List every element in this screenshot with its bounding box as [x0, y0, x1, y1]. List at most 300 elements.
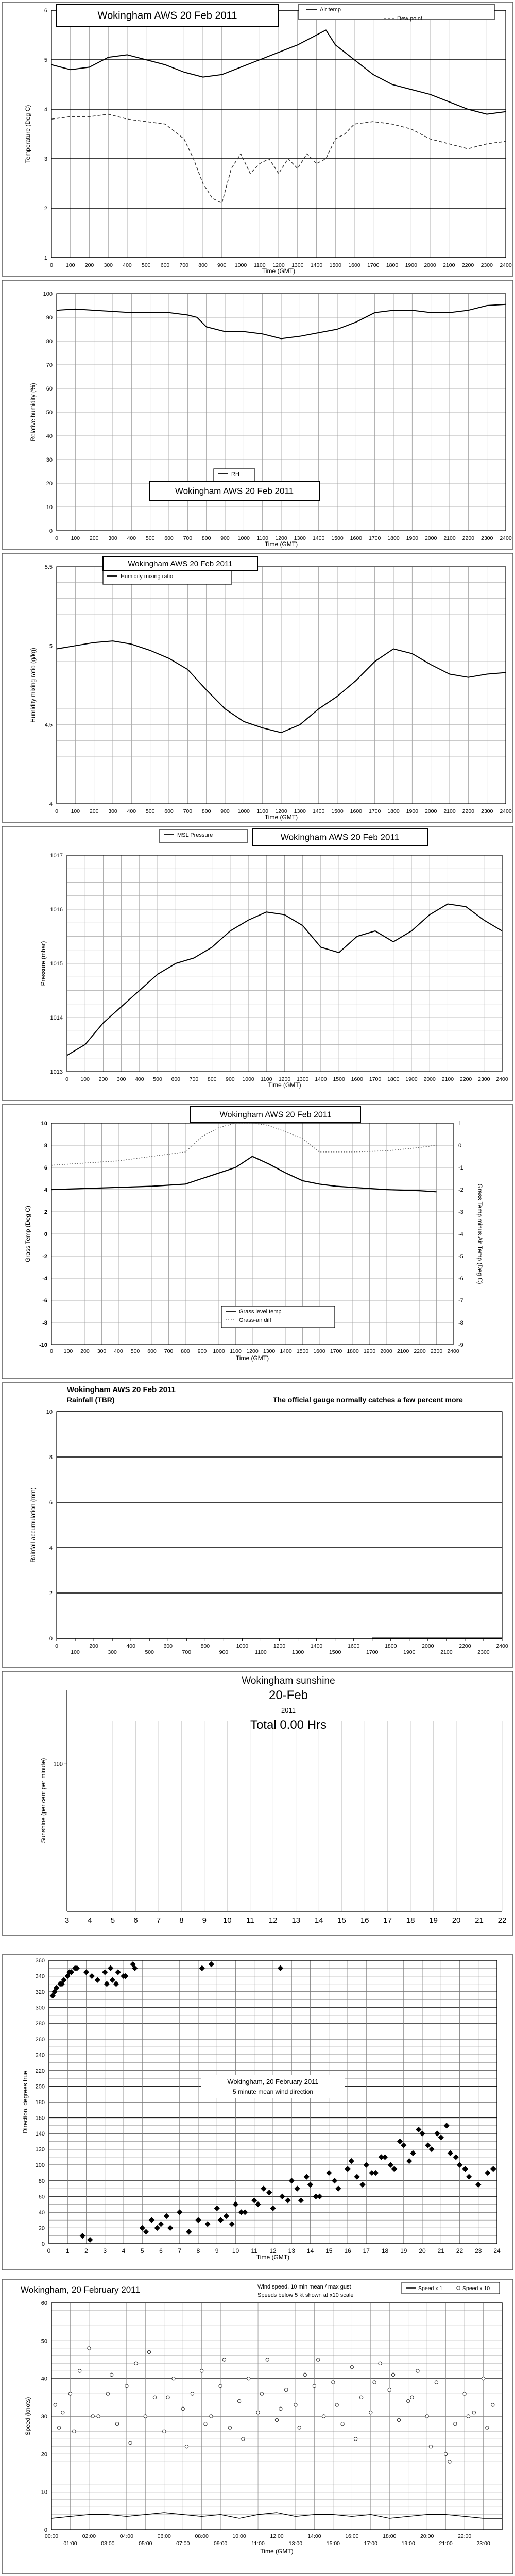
- x-tick-label: 1300: [297, 1076, 309, 1082]
- speed-x10-point: [397, 2418, 400, 2421]
- x-tick-label: 400: [123, 262, 132, 268]
- chart-date-label: 20-Feb: [268, 1688, 308, 1702]
- x-tick-label: 100: [71, 808, 80, 815]
- y-tick-label: 4: [49, 801, 53, 807]
- speed-x10-point: [256, 2411, 260, 2414]
- x-tick-label: 4: [88, 1916, 92, 1925]
- x-tick-label: 2300: [480, 262, 493, 268]
- speed-x10-point: [322, 2415, 325, 2418]
- mixing-ratio-chart: [0, 551, 515, 824]
- x-tick-label: 2100: [441, 1076, 454, 1082]
- x-tick-label: 2000: [422, 1643, 434, 1649]
- x-tick-label: 04:00: [119, 2533, 133, 2539]
- y2-tick-label: -4: [458, 1231, 464, 1238]
- y-tick-label: 6: [44, 1165, 47, 1171]
- speed-x10-point: [416, 2369, 419, 2372]
- x-tick-label: 1100: [260, 1076, 272, 1082]
- y2-tick-label: -2: [458, 1187, 464, 1193]
- x-tick-label: 400: [114, 1348, 123, 1354]
- x-tick-label: 6: [159, 2247, 163, 2255]
- y-tick-label: 0: [41, 2241, 45, 2247]
- x-tick-label: 18: [381, 2247, 389, 2255]
- x-tick-label: 13:00: [288, 2540, 303, 2547]
- y-tick-label: 20: [46, 481, 53, 487]
- x-tick-label: 500: [130, 1348, 140, 1354]
- x-tick-label: 05:00: [139, 2540, 152, 2547]
- chart-panel-grass: [0, 1103, 515, 1381]
- x-tick-label: 1700: [368, 535, 381, 541]
- speed-x10-point: [204, 2422, 207, 2425]
- x-tick-label: 1900: [363, 1348, 376, 1354]
- x-tick-label: 1900: [405, 1076, 418, 1082]
- x-tick-label: 1400: [280, 1348, 292, 1354]
- speed-x10-point: [54, 2403, 57, 2406]
- x-tick-label: 1500: [329, 1649, 341, 1655]
- y-tick-label: 1015: [50, 961, 63, 967]
- speed-x10-point: [181, 2407, 184, 2410]
- x-tick-label: 2300: [430, 1348, 443, 1354]
- speed-x10-point: [73, 2430, 76, 2433]
- x-tick-label: 1100: [253, 262, 266, 268]
- y-tick-label: 240: [35, 2052, 45, 2059]
- chart-title: Wokingham sunshine: [242, 1675, 335, 1686]
- x-tick-label: 17: [383, 1916, 392, 1925]
- x-tick-label: 10: [222, 1916, 232, 1925]
- y-axis-label: Grass Temp (Deg C): [24, 1206, 31, 1262]
- panel-border: [2, 1955, 513, 2270]
- grass-temp-chart: [0, 1103, 515, 1381]
- x-tick-label: 300: [108, 535, 117, 541]
- speed-x10-point: [467, 2415, 470, 2418]
- x-tick-label: 1700: [369, 1076, 382, 1082]
- x-tick-label: 1900: [405, 262, 417, 268]
- x-tick-label: 01:00: [63, 2540, 77, 2547]
- y-tick-label: 50: [46, 410, 53, 416]
- speed-x10-point: [354, 2437, 357, 2441]
- y-tick-label: 10: [46, 1409, 53, 1415]
- panel-border: [2, 2, 513, 276]
- x-tick-label: 400: [126, 1643, 135, 1649]
- y-tick-label: 140: [35, 2131, 45, 2138]
- speed-x10-point: [147, 2350, 150, 2353]
- x-tick-label: 21: [475, 1916, 484, 1925]
- y-tick-label: 6: [44, 8, 47, 14]
- x-tick-label: 5: [140, 2247, 144, 2255]
- x-tick-label: 200: [84, 262, 94, 268]
- x-tick-label: 0: [55, 808, 58, 815]
- x-axis-label: Time (GMT): [262, 267, 296, 275]
- chart-title: Wokingham AWS 20 Feb 2011: [97, 10, 237, 22]
- x-tick-label: 2: [84, 2247, 88, 2255]
- x-tick-label: 1800: [347, 1348, 359, 1354]
- y-tick-label: 5: [49, 643, 53, 650]
- x-tick-label: 200: [89, 808, 99, 815]
- x-tick-label: 700: [183, 535, 193, 541]
- y-tick-label: 1014: [50, 1015, 63, 1021]
- x-tick-label: 0: [55, 535, 58, 541]
- x-tick-label: 1600: [350, 808, 363, 815]
- chart-panel-mixing-ratio: [0, 551, 515, 824]
- speed-x10-point: [266, 2358, 269, 2361]
- chart-note-line-2: Speeds below 5 kt shown at x10 scale: [258, 2292, 354, 2298]
- x-tick-label: 2400: [500, 535, 512, 541]
- chart-panel-temperature: [0, 0, 515, 278]
- speed-x10-point: [373, 2381, 376, 2384]
- speed-x10-point: [242, 2437, 245, 2441]
- speed-x10-point: [110, 2373, 113, 2376]
- x-tick-label: 23: [475, 2247, 482, 2255]
- x-tick-label: 800: [201, 535, 211, 541]
- y2-tick-label: 0: [458, 1143, 462, 1149]
- y-tick-label: 4: [44, 1187, 47, 1193]
- speed-x10-point: [491, 2403, 494, 2406]
- x-tick-label: 900: [226, 1076, 235, 1082]
- x-tick-label: 1600: [351, 1076, 364, 1082]
- speed-x10-point: [379, 2362, 382, 2365]
- speed-x10-point: [275, 2418, 278, 2421]
- y-tick-label: 160: [35, 2115, 45, 2122]
- speed-x10-point: [313, 2384, 316, 2387]
- x-tick-label: 02:00: [82, 2533, 96, 2539]
- x-tick-label: 7: [178, 2247, 182, 2255]
- y-tick-label: 60: [38, 2194, 45, 2200]
- x-tick-label: 1600: [347, 1643, 360, 1649]
- x-tick-label: 5: [110, 1916, 115, 1925]
- x-tick-label: 07:00: [176, 2540, 190, 2547]
- x-tick-label: 24: [493, 2247, 501, 2255]
- x-tick-label: 1000: [237, 535, 250, 541]
- x-tick-label: 12: [268, 1916, 278, 1925]
- x-tick-label: 2200: [462, 808, 475, 815]
- speed-x10-point: [228, 2426, 231, 2429]
- x-tick-label: 17: [363, 2247, 370, 2255]
- x-tick-label: 20: [452, 1916, 461, 1925]
- x-tick-label: 2400: [496, 1076, 508, 1082]
- chart-title: Wokingham AWS 20 Feb 2011: [67, 1385, 176, 1394]
- x-tick-label: 1100: [255, 1649, 267, 1655]
- x-tick-label: 1600: [313, 1348, 325, 1354]
- x-tick-label: 600: [171, 1076, 181, 1082]
- speed-x10-point: [285, 2388, 288, 2391]
- y-tick-label: 220: [35, 2067, 45, 2074]
- y-tick-label: 4: [44, 107, 47, 113]
- x-tick-label: 1300: [291, 1649, 304, 1655]
- x-tick-label: 100: [65, 262, 75, 268]
- speed-x10-point: [134, 2362, 138, 2365]
- temperature-chart: [0, 0, 515, 278]
- legend-label: Air temp: [320, 7, 341, 13]
- y-tick-label: 40: [38, 2209, 45, 2216]
- x-tick-label: 1000: [234, 262, 247, 268]
- y-tick-label: 100: [43, 291, 53, 297]
- x-tick-label: 2000: [424, 808, 437, 815]
- legend-label: Grass-air diff: [239, 1317, 271, 1324]
- chart-title: Wokingham AWS 20 Feb 2011: [128, 560, 233, 568]
- x-tick-label: 0: [55, 1643, 58, 1649]
- speed-x10-point: [486, 2426, 489, 2429]
- x-tick-label: 22:00: [457, 2533, 472, 2539]
- x-tick-label: 1500: [296, 1348, 309, 1354]
- y-tick-label: 1016: [50, 907, 63, 913]
- x-tick-label: 300: [116, 1076, 126, 1082]
- speed-x10-point: [97, 2415, 100, 2418]
- speed-x10-point: [472, 2411, 475, 2414]
- x-tick-label: 1700: [368, 808, 381, 815]
- speed-x10-point: [260, 2392, 263, 2395]
- y-tick-label: 70: [46, 362, 53, 368]
- speed-x10-point: [279, 2407, 282, 2410]
- x-tick-label: 1300: [294, 535, 306, 541]
- speed-x10-point: [303, 2373, 306, 2376]
- x-tick-label: 1200: [273, 1643, 286, 1649]
- x-tick-label: 2100: [443, 262, 455, 268]
- legend-label: MSL Pressure: [177, 832, 213, 838]
- panel-border: [2, 280, 513, 549]
- x-tick-label: 1200: [246, 1348, 259, 1354]
- x-tick-label: 700: [183, 808, 193, 815]
- y-tick-label: 20: [41, 2451, 47, 2458]
- x-tick-label: 2200: [459, 1643, 471, 1649]
- speed-x10-point: [106, 2392, 109, 2395]
- y-tick-label: 4.5: [44, 722, 53, 728]
- x-tick-label: 2200: [459, 1076, 472, 1082]
- x-tick-label: 1000: [237, 808, 250, 815]
- x-tick-label: 2400: [447, 1348, 459, 1354]
- x-tick-label: 500: [145, 535, 155, 541]
- x-tick-label: 16: [360, 1916, 369, 1925]
- x-tick-label: 10:00: [232, 2533, 246, 2539]
- y2-tick-label: -9: [458, 1342, 464, 1348]
- x-tick-label: 2300: [480, 808, 493, 815]
- speed-x10-point: [435, 2381, 438, 2384]
- x-tick-label: 14: [306, 2247, 314, 2255]
- y-tick-label: 10: [46, 504, 53, 511]
- pressure-chart: [0, 824, 515, 1103]
- speed-x10-point: [163, 2430, 166, 2433]
- x-tick-label: 12: [269, 2247, 277, 2255]
- x-tick-label: 1200: [275, 535, 287, 541]
- speed-x10-point: [359, 2396, 363, 2399]
- speed-x10-point: [61, 2411, 64, 2414]
- sunshine-chart: [0, 1669, 515, 1937]
- x-tick-label: 1600: [348, 262, 360, 268]
- speed-x10-point: [350, 2365, 353, 2368]
- speed-x10-point: [210, 2415, 213, 2418]
- y-axis-label: Temperature (Deg C): [24, 105, 31, 163]
- chart-panel-humidity: [0, 278, 515, 551]
- speed-x10-point: [444, 2452, 447, 2455]
- x-tick-label: 400: [135, 1076, 144, 1082]
- speed-x10-point: [88, 2347, 91, 2350]
- x-tick-label: 23:00: [476, 2540, 490, 2547]
- y-tick-label: 120: [35, 2146, 45, 2153]
- legend-label: Speed x 10: [462, 2285, 490, 2292]
- x-tick-label: 9: [202, 1916, 207, 1925]
- speed-x10-point: [153, 2396, 156, 2399]
- x-tick-label: 1500: [331, 535, 344, 541]
- x-axis-label: Time (GMT): [264, 540, 298, 548]
- x-tick-label: 1700: [330, 1348, 342, 1354]
- speed-x10-point: [115, 2422, 118, 2425]
- x-tick-label: 2100: [443, 808, 456, 815]
- chart-total-label: Total 0.00 Hrs: [250, 1718, 327, 1732]
- x-axis-label: Time (GMT): [260, 2548, 294, 2555]
- legend-label: RH: [231, 471, 239, 478]
- x-tick-label: 0: [47, 2247, 51, 2255]
- speed-x10-point: [454, 2422, 457, 2425]
- speed-x10-point: [200, 2369, 203, 2372]
- chart-title: Wokingham, 20 February 2011: [227, 2078, 319, 2086]
- y-tick-label: 180: [35, 2099, 45, 2106]
- chart-note-line-1: Wind speed, 10 min mean / max gust: [258, 2284, 351, 2290]
- y-tick-label: -8: [42, 1320, 47, 1326]
- chart-subtitle: 5 minute mean wind direction: [232, 2088, 314, 2095]
- y-tick-label: 8: [49, 1454, 53, 1461]
- x-tick-label: 15: [337, 1916, 347, 1925]
- speed-x10-point: [125, 2384, 128, 2387]
- legend-label: Grass level temp: [239, 1309, 282, 1315]
- speed-x10-point: [425, 2415, 428, 2418]
- legend-swatch: [457, 2286, 460, 2290]
- x-tick-label: 13: [291, 1916, 301, 1925]
- x-tick-label: 11: [251, 2247, 258, 2255]
- x-tick-label: 2400: [496, 1643, 508, 1649]
- panel-border: [2, 1671, 513, 1935]
- humidity-chart: [0, 278, 515, 551]
- x-tick-label: 2200: [414, 1348, 426, 1354]
- x-axis-label: Time (GMT): [256, 2253, 290, 2261]
- x-tick-label: 2300: [477, 1649, 490, 1655]
- x-tick-label: 00:00: [44, 2533, 59, 2539]
- x-tick-label: 500: [145, 1649, 154, 1655]
- speed-x10-point: [463, 2392, 466, 2395]
- y-tick-label: 80: [38, 2178, 45, 2184]
- x-tick-label: 100: [63, 1348, 73, 1354]
- chart-subtitle: Rainfall (TBR): [67, 1396, 115, 1404]
- x-tick-label: 100: [71, 1649, 80, 1655]
- x-axis-label: Time (GMT): [268, 1081, 301, 1089]
- x-tick-label: 600: [160, 262, 170, 268]
- x-tick-label: 1800: [387, 535, 400, 541]
- speed-x10-point: [391, 2373, 394, 2376]
- speed-x10-point: [369, 2411, 372, 2414]
- x-tick-label: 21:00: [439, 2540, 453, 2547]
- panel-border: [2, 553, 513, 822]
- x-tick-label: 900: [220, 808, 230, 815]
- y-axis-label: Speed (knots): [24, 2397, 31, 2436]
- x-tick-label: 1400: [315, 1076, 327, 1082]
- x-tick-label: 2200: [462, 535, 475, 541]
- x-tick-label: 4: [122, 2247, 126, 2255]
- speed-x10-point: [222, 2358, 226, 2361]
- x-tick-label: 600: [164, 808, 174, 815]
- y-tick-label: 300: [35, 2005, 45, 2011]
- x-tick-label: 10: [232, 2247, 239, 2255]
- x-tick-label: 0: [65, 1076, 68, 1082]
- chart-note: The official gauge normally catches a few percent more: [273, 1396, 463, 1404]
- y-tick-label: 260: [35, 2036, 45, 2043]
- chart-title: Wokingham AWS 20 Feb 2011: [175, 486, 294, 496]
- x-tick-label: 400: [127, 535, 136, 541]
- speed-x10-point: [317, 2358, 320, 2361]
- x-tick-label: 100: [71, 535, 80, 541]
- x-tick-label: 14:00: [307, 2533, 321, 2539]
- chart-panel-rainfall: [0, 1381, 515, 1669]
- x-tick-label: 300: [108, 1649, 117, 1655]
- y2-axis-label: Grass Temp minus Air Temp (Deg C): [476, 1183, 484, 1284]
- y2-tick-label: -7: [458, 1298, 464, 1304]
- x-tick-label: 18:00: [383, 2533, 397, 2539]
- speed-x10-point: [166, 2396, 169, 2399]
- y-tick-label: 0: [44, 1231, 47, 1238]
- y-tick-label: 0: [44, 2527, 47, 2533]
- x-tick-label: 600: [164, 535, 174, 541]
- speed-x10-point: [332, 2381, 335, 2384]
- y-tick-label: 30: [41, 2414, 47, 2420]
- x-tick-label: 700: [164, 1348, 174, 1354]
- x-tick-label: 2000: [424, 262, 436, 268]
- x-tick-label: 1200: [275, 808, 287, 815]
- x-tick-label: 500: [141, 262, 151, 268]
- x-tick-label: 200: [89, 1643, 98, 1649]
- x-tick-label: 900: [217, 262, 227, 268]
- x-tick-label: 500: [153, 1076, 162, 1082]
- x-tick-label: 2100: [397, 1348, 409, 1354]
- x-tick-label: 1500: [329, 262, 341, 268]
- x-tick-label: 800: [181, 1348, 190, 1354]
- y-axis-label: Direction, degrees true: [22, 2071, 29, 2133]
- x-tick-label: 1200: [278, 1076, 291, 1082]
- legend-label: Humidity mixing ratio: [121, 573, 174, 580]
- x-tick-label: 06:00: [157, 2533, 171, 2539]
- speed-x10-point: [298, 2426, 301, 2429]
- x-tick-label: 300: [97, 1348, 107, 1354]
- x-tick-label: 1400: [312, 808, 325, 815]
- y-tick-label: -4: [42, 1276, 47, 1282]
- x-tick-label: 2300: [480, 535, 493, 541]
- x-tick-label: 2200: [461, 262, 474, 268]
- speed-x10-point: [429, 2445, 432, 2448]
- y-axis-label: Relative humidity (%): [29, 383, 37, 442]
- x-tick-label: 1800: [387, 1076, 400, 1082]
- y-tick-label: 50: [41, 2338, 47, 2345]
- x-tick-label: 16: [344, 2247, 351, 2255]
- y-axis-label: Pressure (mbar): [40, 941, 47, 986]
- chart-panel-pressure: [0, 824, 515, 1103]
- x-tick-label: 700: [189, 1076, 199, 1082]
- x-tick-label: 3: [103, 2247, 107, 2255]
- y-tick-label: 4: [49, 1545, 53, 1551]
- x-tick-label: 800: [207, 1076, 217, 1082]
- y-tick-label: 30: [46, 457, 53, 463]
- wind-speed-chart: [0, 2277, 515, 2576]
- x-tick-label: 14: [314, 1916, 323, 1925]
- x-tick-label: 1800: [386, 262, 399, 268]
- y-tick-label: -10: [39, 1342, 47, 1348]
- x-tick-label: 12:00: [270, 2533, 284, 2539]
- y-tick-label: 360: [35, 1958, 45, 1964]
- x-tick-label: 1000: [242, 1076, 254, 1082]
- speed-x10-point: [68, 2392, 72, 2395]
- x-tick-label: 1400: [310, 1643, 323, 1649]
- x-tick-label: 1300: [291, 262, 304, 268]
- chart-year-label: 2011: [281, 1706, 296, 1714]
- y-tick-label: 100: [53, 1761, 63, 1768]
- x-tick-label: 1700: [366, 1649, 379, 1655]
- chart-title: Wokingham AWS 20 Feb 2011: [219, 1110, 332, 1120]
- x-tick-label: 1000: [213, 1348, 225, 1354]
- panel-border: [2, 1383, 513, 1667]
